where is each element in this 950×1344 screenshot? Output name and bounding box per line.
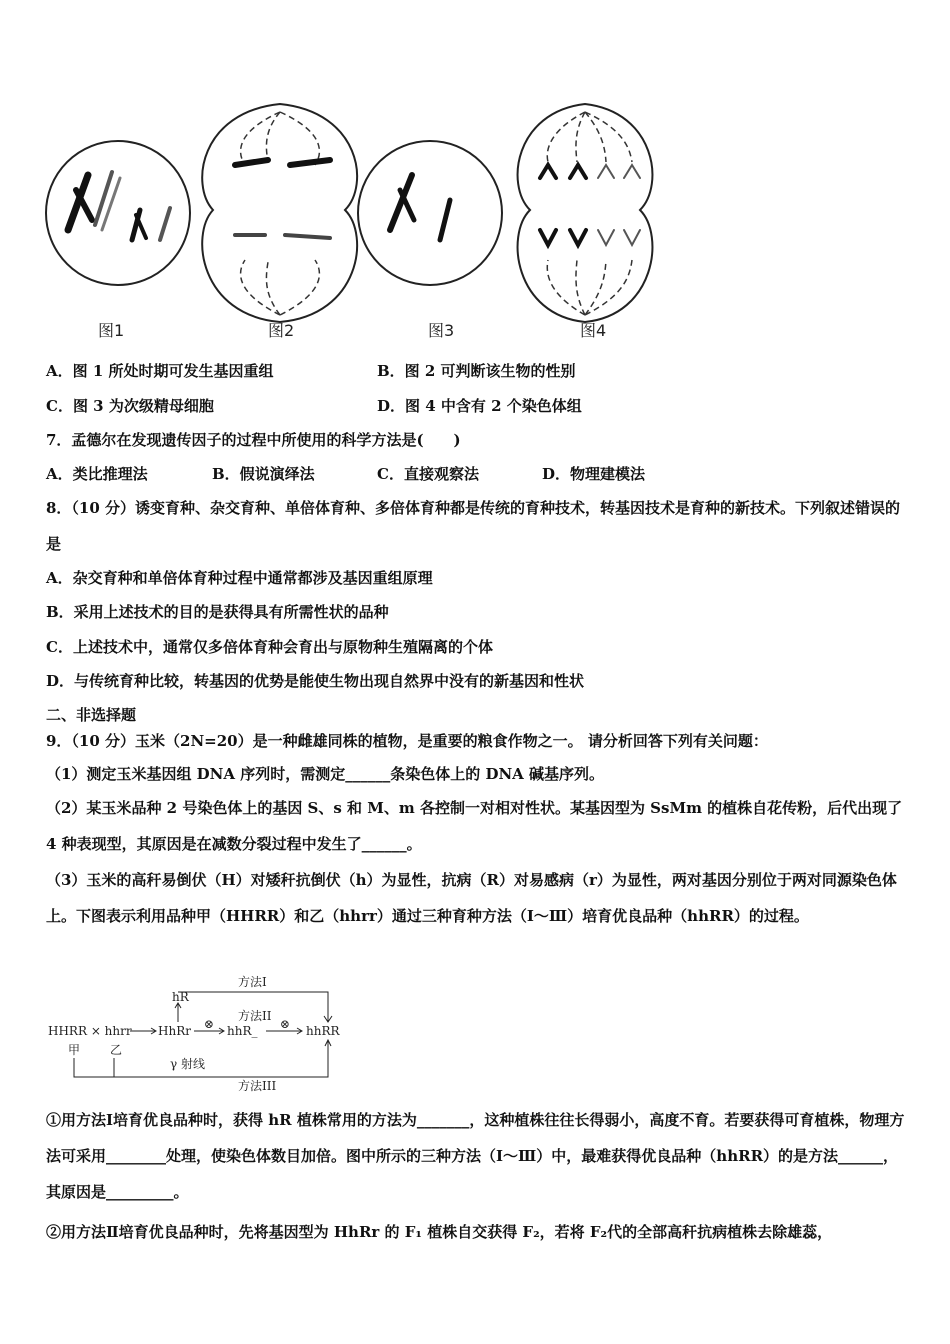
q8-option-c: C．上述技术中，通常仅多倍体育种会育出与原物种生殖隔离的个体 <box>46 638 493 656</box>
q9-sub2: ②用方法Ⅱ培育优良品种时，先将基因型为 HhRr 的 F₁ 植株自交获得 F₂，若将 F₂代的全部高秆抗病植株去除雄蕊， <box>46 1223 833 1241</box>
q9-stem: 9．（10 分）玉米（2N=20）是一种雌雄同株的植物，是重要的粮食作物之一。 请分析回答下列有关问题： <box>46 732 768 750</box>
method-1-label: 方法I <box>238 975 267 989</box>
self-cross-1: ⊗ <box>204 1017 215 1031</box>
HhRr-label: HhRr <box>158 1024 191 1038</box>
fig-label-2: 图2 <box>268 321 295 340</box>
cell-division-figure <box>40 90 680 350</box>
q6-option-c: C．图 3 为次级精母细胞 <box>46 397 214 415</box>
section-heading: 二、非选择题 <box>46 706 137 724</box>
q8-option-d: D．与传统育种比较，转基因的优势是能使生物出现自然界中没有的新基因和性状 <box>46 672 585 690</box>
breeding-diagram <box>44 972 364 1094</box>
method-2-label: 方法II <box>238 1009 272 1023</box>
q6-option-a: A．图 1 所处时期可发生基因重组 <box>46 362 274 380</box>
cell-figure-svg <box>40 90 680 350</box>
q7-option-d: D．物理建模法 <box>542 465 646 483</box>
q9-sub1: ①用方法Ⅰ培育优良品种时，获得 hR 植株常用的方法为_______，这种植株往往长得弱小，高度不育。若要获得可育植株，物理方法可采用________处理，使染色体数目加倍。图中所示的三种方法（Ⅰ～Ⅲ）中，最难获得优良品种（hhRR）的是方法______，其原因是_________。 <box>46 1111 905 1201</box>
cell-4 <box>518 104 653 322</box>
yi-label: 乙 <box>110 1043 123 1057</box>
jia-label: 甲 <box>68 1043 81 1057</box>
q6-option-b: B．图 2 可判断该生物的性别 <box>377 362 576 380</box>
fig-label-4: 图4 <box>580 321 607 340</box>
cell-3 <box>358 141 502 285</box>
self-cross-2: ⊗ <box>280 1017 291 1031</box>
q8-option-a: A．杂交育种和单倍体育种过程中通常都涉及基因重组原理 <box>46 569 433 587</box>
parents-label: HHRR × hhrr <box>48 1024 132 1038</box>
fig-label-3: 图3 <box>428 321 455 340</box>
q6-option-d: D．图 4 中含有 2 个染色体组 <box>377 397 582 415</box>
q9-part3: （3）玉米的高秆易倒伏（H）对矮秆抗倒伏（h）为显性，抗病（R）对易感病（r）为显性，两对基因分别位于两对同源染色体上。下图表示利用品种甲（HHRR）和乙（hhrr）通过三种育种方法（Ⅰ～Ⅲ）培育优良品种（hhRR）的过程。 <box>46 871 897 925</box>
hhRR-label: hhRR <box>306 1024 340 1038</box>
q9-part1: （1）测定玉米基因组 DNA 序列时，需测定______条染色体上的 DNA 碱基序列。 <box>46 765 605 783</box>
fig-label-1: 图1 <box>98 321 125 340</box>
q7-stem: 7．孟德尔在发现遗传因子的过程中所使用的科学方法是( ) <box>46 431 461 449</box>
hhR-label: hhR_ <box>227 1024 258 1038</box>
gamma-label: γ 射线 <box>170 1057 205 1071</box>
q7-option-a: A．类比推理法 <box>46 465 148 483</box>
q8-option-b: B．采用上述技术的目的是获得具有所需性状的品种 <box>46 603 389 621</box>
q8-stem: 8．（10 分）诱变育种、杂交育种、单倍体育种、多倍体育种都是传统的育种技术，转基因技术是育种的新技术。下列叙述错误的是 <box>46 499 901 553</box>
q7-option-c: C．直接观察法 <box>377 465 479 483</box>
method-3-label: 方法III <box>238 1079 277 1093</box>
q7-option-b: B．假说演绎法 <box>212 465 315 483</box>
cell-2 <box>202 104 357 322</box>
breeding-diagram-svg <box>44 972 364 1094</box>
hR-label: hR <box>172 990 189 1004</box>
q9-part2: （2）某玉米品种 2 号染色体上的基因 S、s 和 M、m 各控制一对相对性状。某基因型为 SsMm 的植株自花传粉，后代出现了 4 种表现型，其原因是在减数分裂过程中发生了______。 <box>46 799 903 853</box>
